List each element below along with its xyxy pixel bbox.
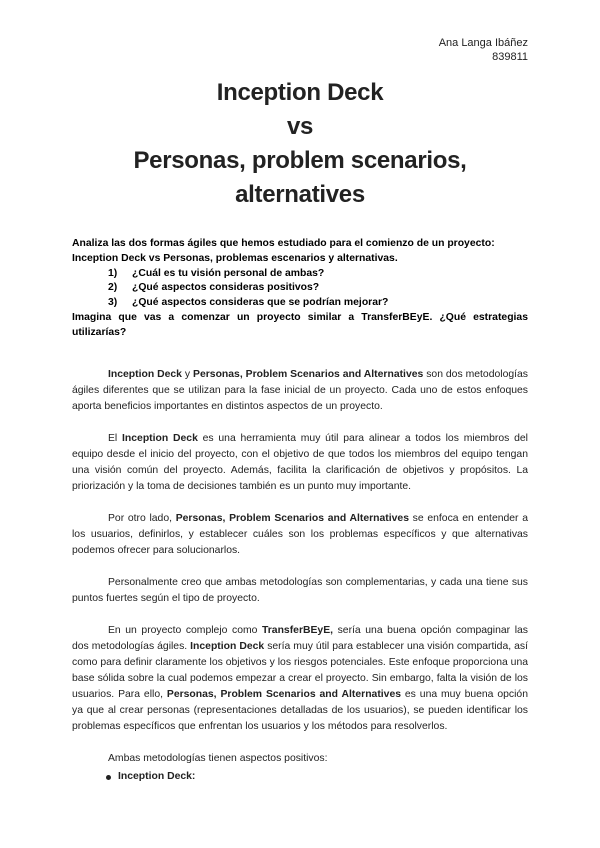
document-title bbox=[0, 76, 600, 212]
paragraph-3 bbox=[72, 511, 528, 559]
author-id: 839811 bbox=[492, 51, 528, 63]
title-line-1: Inception Deck bbox=[216, 79, 384, 106]
bold-term: Personas, Problem Scenarios and Alternatives bbox=[175, 513, 409, 524]
assignment-prompt bbox=[72, 237, 528, 341]
assignment-closing: Imagina que vas a comenzar un proyecto similar a TransferBEyE. ¿Qué estrategias utilizarías? bbox=[72, 311, 528, 338]
bold-term: Inception Deck bbox=[122, 433, 198, 444]
paragraph-text: En un proyecto complejo como bbox=[108, 625, 262, 636]
paragraph-4 bbox=[72, 575, 528, 607]
paragraph-5 bbox=[72, 623, 528, 735]
question-list bbox=[72, 267, 528, 311]
list-item bbox=[72, 267, 528, 282]
paragraph-2 bbox=[72, 431, 528, 495]
paragraph-text: es una muy buena opción ya que al crear personas (representaciones detalladas de los usuarios), se pueden identificar los problemas específicos que enfrentan los usuarios y los métodos para resolverlos. bbox=[72, 689, 528, 732]
paragraph-text: Ambas metodologías tienen aspectos positivos: bbox=[108, 753, 328, 764]
bold-term: Inception Deck bbox=[108, 369, 182, 380]
paragraph-text: sería una buena opción compaginar las dos metodologías ágiles. bbox=[72, 625, 528, 652]
bold-term: Personas, Problem Scenarios and Alternatives bbox=[166, 689, 401, 700]
bullet-list bbox=[72, 769, 528, 785]
list-item bbox=[72, 281, 528, 296]
paragraph-text: Por otro lado, bbox=[108, 513, 176, 524]
paragraph-6 bbox=[72, 751, 528, 767]
assignment-intro: Analiza las dos formas ágiles que hemos estudiado para el comienzo de un proyecto: Inception Deck vs Personas, problemas escenarios y alternativas. bbox=[72, 238, 495, 264]
list-item: Inception Deck: bbox=[72, 769, 528, 785]
question-text: ¿Cuál es tu visión personal de ambas? bbox=[132, 267, 325, 279]
paragraph-text: y bbox=[181, 369, 194, 380]
paragraph-text: se enfoca en entender a los usuarios, definirlos, y establecer cuáles son los problemas específicos y que alternativas podemos ofrecer para solucionarlos. bbox=[72, 513, 528, 556]
title-line-4: alternatives bbox=[235, 181, 365, 208]
essay-body bbox=[72, 367, 528, 785]
title-line-3: Personas, problem scenarios, bbox=[133, 147, 467, 174]
list-item bbox=[72, 296, 528, 311]
question-number: 1) bbox=[108, 267, 118, 279]
question-number: 3) bbox=[108, 297, 118, 309]
bold-term: Personas, Problem Scenarios and Alternatives bbox=[193, 369, 424, 380]
paragraph-text: es una herramienta muy útil para alinear a todos los miembros del equipo desde el inicio del proyecto, con el objetivo de que todos los miembros del equipo tengan una visión común del proyecto. Además, facilita la clarificación de objetivos y propósitos. La priorización y la toma de decisiones también es un punto muy importante. bbox=[72, 433, 528, 492]
question-text: ¿Qué aspectos consideras positivos? bbox=[132, 282, 320, 294]
paragraph-text: El bbox=[108, 433, 123, 444]
paragraph-text: son dos metodologías ágiles diferentes que se utilizan para la fase inicial de un proyecto. Cada uno de estos enfoques aporta beneficios importantes en distintos aspectos de un proyecto. bbox=[72, 369, 528, 412]
author-name: Ana Langa Ibáñez bbox=[438, 37, 528, 49]
question-number: 2) bbox=[108, 282, 118, 294]
title-line-2: vs bbox=[286, 113, 314, 140]
question-text: ¿Qué aspectos consideras que se podrían mejorar? bbox=[132, 297, 389, 309]
paragraph-text: sería muy útil para establecer una visión compartida, así como para definir claramente los objetivos y los riesgos potenciales. Este enfoque proporciona una base sólida sobre la cual podemos empezar a crear el proyecto. Sin embargo, falta la visión de los usuarios. Para ello, bbox=[72, 641, 528, 700]
bold-term: Inception Deck bbox=[190, 641, 265, 652]
author-block bbox=[439, 36, 528, 64]
paragraph-text: Personalmente creo que ambas metodologías son complementarias, y cada una tiene sus puntos fuertes según el tipo de proyecto. bbox=[72, 577, 528, 604]
bold-term: TransferBEyE, bbox=[261, 625, 334, 636]
paragraph-1 bbox=[72, 367, 528, 415]
